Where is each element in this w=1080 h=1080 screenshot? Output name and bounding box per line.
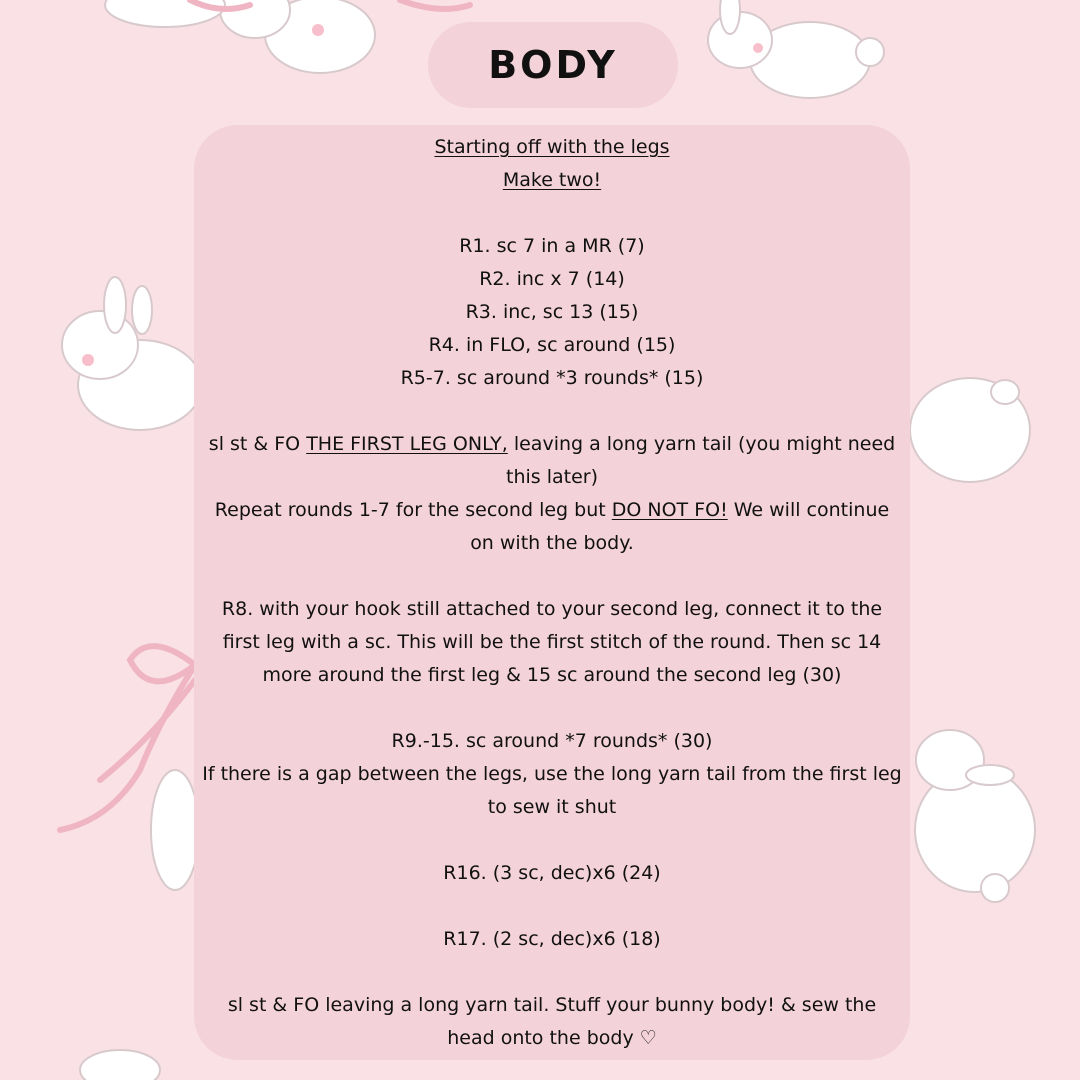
round-8-instruction: R8. with your hook still attached to your second leg, connect it to the first leg with a sc. This will be the first stitch of the round. Then sc 14 more around the first leg & 15 sc around the second leg (30): [221, 598, 883, 686]
title-badge: [428, 22, 678, 108]
round-16-instruction: R16. (3 sc, dec)x6 (24): [443, 862, 661, 884]
round-9-15-instruction: R9.-15. sc around *7 rounds* (30): [391, 730, 713, 752]
round-line: R5-7. sc around *3 rounds* (15): [400, 367, 704, 389]
second-leg-emphasis: DO NOT FO!: [611, 499, 728, 521]
second-leg-pre: Repeat rounds 1-7 for the second leg but: [214, 499, 612, 521]
second-leg-post: We will continue on with the body.: [470, 499, 890, 554]
make-two-note: Make two!: [502, 169, 602, 191]
round-line: R1. sc 7 in a MR (7): [459, 235, 645, 257]
pattern-card: [194, 125, 910, 1060]
first-leg-pre: sl st & FO: [208, 433, 307, 455]
first-leg-post: leaving a long yarn tail (you might need this later): [506, 433, 896, 488]
section-heading: Starting off with the legs: [434, 136, 670, 158]
first-leg-emphasis: THE FIRST LEG ONLY,: [306, 433, 508, 455]
finish-instruction: sl st & FO leaving a long yarn tail. Stuff your bunny body! & sew the head onto the body ♡: [227, 994, 877, 1049]
first-leg-instruction: [202, 428, 902, 494]
second-leg-instruction: [202, 494, 902, 560]
page-title: BODY: [488, 43, 618, 87]
gap-note: If there is a gap between the legs, use the long yarn tail from the first leg to sew it shut: [202, 763, 902, 818]
round-17-instruction: R17. (2 sc, dec)x6 (18): [443, 928, 661, 950]
round-line: R4. in FLO, sc around (15): [428, 334, 676, 356]
round-line: R3. inc, sc 13 (15): [465, 301, 639, 323]
round-line: R2. inc x 7 (14): [479, 268, 625, 290]
